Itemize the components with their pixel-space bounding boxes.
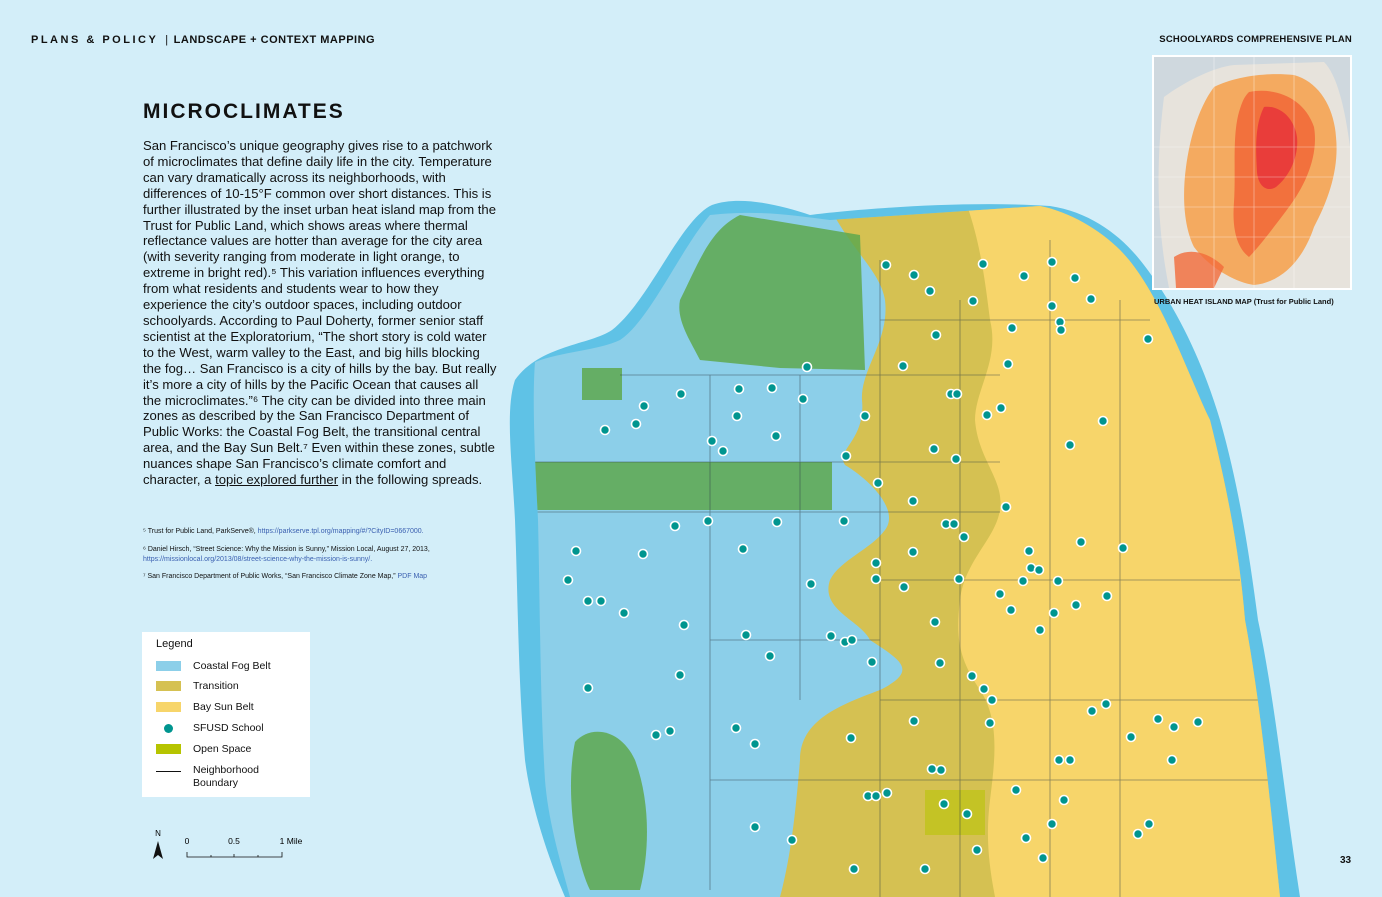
- school-marker[interactable]: [968, 672, 977, 681]
- scale-tick-0: 0: [184, 836, 190, 846]
- school-marker[interactable]: [739, 545, 748, 554]
- school-marker[interactable]: [1170, 723, 1179, 732]
- school-marker[interactable]: [847, 734, 856, 743]
- school-marker[interactable]: [1055, 756, 1064, 765]
- transition-swatch: [156, 681, 181, 691]
- school-marker[interactable]: [680, 621, 689, 630]
- school-marker[interactable]: [1194, 718, 1203, 727]
- footnote-6-link[interactable]: https://missionlocal.org/2013/08/street-science-why-the-mission-is-sunny/.: [143, 555, 373, 563]
- legend-label: Coastal Fog Belt: [193, 660, 271, 672]
- school-marker[interactable]: [719, 447, 728, 456]
- school-marker[interactable]: [1025, 547, 1034, 556]
- school-marker[interactable]: [572, 547, 581, 556]
- school-marker[interactable]: [1119, 544, 1128, 553]
- school-marker[interactable]: [639, 550, 648, 559]
- school-marker[interactable]: [955, 575, 964, 584]
- school-marker[interactable]: [1066, 441, 1075, 450]
- school-marker[interactable]: [861, 412, 870, 421]
- lincoln-park: [582, 368, 622, 400]
- school-marker[interactable]: [1004, 360, 1013, 369]
- school-marker[interactable]: [1066, 756, 1075, 765]
- school-marker[interactable]: [1127, 733, 1136, 742]
- school-marker[interactable]: [799, 395, 808, 404]
- school-marker[interactable]: [803, 363, 812, 372]
- school-marker[interactable]: [1050, 609, 1059, 618]
- school-marker[interactable]: [1012, 786, 1021, 795]
- school-marker[interactable]: [807, 580, 816, 589]
- school-marker[interactable]: [872, 575, 881, 584]
- school-marker[interactable]: [874, 479, 883, 488]
- school-marker[interactable]: [1099, 417, 1108, 426]
- school-marker[interactable]: [882, 261, 891, 270]
- school-marker[interactable]: [773, 518, 782, 527]
- legend-item-neighborhood-boundary: [156, 764, 276, 790]
- school-marker[interactable]: [932, 331, 941, 340]
- school-marker[interactable]: [1144, 335, 1153, 344]
- golden-gate-park: [532, 462, 832, 510]
- school-marker[interactable]: [996, 590, 1005, 599]
- school-marker[interactable]: [1088, 707, 1097, 716]
- school-marker[interactable]: [1077, 538, 1086, 547]
- sun-belt-swatch: [156, 702, 181, 712]
- subsection-label: LANDSCAPE + CONTEXT MAPPING: [173, 34, 376, 46]
- legend-item-sfusd-school: [156, 722, 264, 735]
- school-marker[interactable]: [963, 810, 972, 819]
- header-separator: |: [165, 34, 169, 46]
- legend-item-bay-sun-belt: [156, 701, 254, 714]
- school-marker[interactable]: [979, 260, 988, 269]
- school-marker[interactable]: [1019, 577, 1028, 586]
- school-marker[interactable]: [735, 385, 744, 394]
- school-marker[interactable]: [733, 412, 742, 421]
- heat-island-graphic: [1154, 57, 1350, 288]
- footnote-7-link[interactable]: PDF Map: [397, 573, 428, 580]
- school-marker[interactable]: [926, 287, 935, 296]
- school-marker[interactable]: [930, 445, 939, 454]
- body-text-part1: San Francisco’s unique geography gives rise to a patchwork of microclimates that define daily life in the city. Temperature can vary dramatically across its neighborhoods, with differences of 10-15°F common over short distances. This is further illustrated by the inset urban heat island map from the Trust for Public Land, which shows areas where thermal reflectance values are hotter than average for the city area (with severity ranging from moderate in light orange, to extreme in bright red).⁵ This variation influences everything from what residents and students wear to how they experience the city’s outdoor spaces, including outdoor schoolyards. According to Paul Doherty, former senior staff scientist at the Exploratorium, “The short story is cold water to the West, warm valley to the East, and big hills blocking the fog… San Francisco is a city of hills by the bay. But really it’s more a city of hills by the Pacific Ocean that causes all the microclimates.”⁶ The city can be divided into three main zones as described by the San Francisco Department of Public Works: the Coastal Fog Belt, the transitional central area, and the Bay Sun Belt.⁷ Even within these zones, subtle nuances shape San Francisco’s climate comfort and character, a: [143, 138, 497, 488]
- school-marker[interactable]: [1087, 295, 1096, 304]
- school-marker[interactable]: [980, 685, 989, 694]
- legend-label: Transition: [193, 680, 239, 692]
- legend-title: Legend: [156, 638, 193, 650]
- school-marker[interactable]: [1002, 503, 1011, 512]
- school-marker[interactable]: [997, 404, 1006, 413]
- school-marker[interactable]: [1020, 272, 1029, 281]
- footnote-5-link[interactable]: https://parkserve.tpl.org/mapping/#/?CityID=0667000.: [257, 528, 424, 535]
- school-marker[interactable]: [928, 765, 937, 774]
- school-marker[interactable]: [1039, 854, 1048, 863]
- school-marker[interactable]: [1008, 324, 1017, 333]
- school-marker[interactable]: [708, 437, 717, 446]
- school-marker[interactable]: [1071, 274, 1080, 283]
- school-marker[interactable]: [1072, 601, 1081, 610]
- school-marker[interactable]: [909, 497, 918, 506]
- school-marker[interactable]: [936, 659, 945, 668]
- school-marker[interactable]: [742, 631, 751, 640]
- school-marker[interactable]: [1036, 626, 1045, 635]
- school-marker[interactable]: [848, 636, 857, 645]
- school-marker[interactable]: [952, 455, 961, 464]
- school-marker[interactable]: [1054, 577, 1063, 586]
- school-marker[interactable]: [1035, 566, 1044, 575]
- school-marker[interactable]: [1057, 326, 1066, 335]
- school-marker[interactable]: [872, 559, 881, 568]
- footnote-5-text: ⁵ Trust for Public Land, ParkServe®,: [143, 528, 258, 535]
- school-marker[interactable]: [1134, 830, 1143, 839]
- scale-tick-mile: 1 Mile: [279, 836, 303, 846]
- footnote-6-text: ⁶ Daniel Hirsch, “Street Science: Why the Mission is Sunny,” Mission Local, August 27, 2013,: [143, 546, 430, 553]
- school-marker[interactable]: [768, 384, 777, 393]
- north-label: N: [155, 829, 161, 838]
- school-marker[interactable]: [969, 297, 978, 306]
- school-marker[interactable]: [1154, 715, 1163, 724]
- school-marker[interactable]: [921, 865, 930, 874]
- school-marker[interactable]: [960, 533, 969, 542]
- school-marker[interactable]: [671, 522, 680, 531]
- school-marker[interactable]: [676, 671, 685, 680]
- school-marker[interactable]: [1060, 796, 1069, 805]
- school-marker[interactable]: [988, 696, 997, 705]
- school-marker[interactable]: [909, 548, 918, 557]
- scale-line: [187, 852, 282, 857]
- school-marker[interactable]: [732, 724, 741, 733]
- legend-item-open-space: [156, 743, 251, 756]
- school-marker[interactable]: [640, 402, 649, 411]
- school-marker[interactable]: [751, 823, 760, 832]
- school-marker[interactable]: [1103, 592, 1112, 601]
- inset-caption: URBAN HEAT ISLAND MAP (Trust for Public Land): [1154, 297, 1334, 306]
- school-marker[interactable]: [601, 426, 610, 435]
- fog-belt-swatch: [156, 661, 181, 671]
- legend-label: Neighborhood Boundary: [193, 764, 259, 789]
- north-arrow-icon: [153, 841, 163, 859]
- school-marker[interactable]: [620, 609, 629, 618]
- scale-tick-half: 0.5: [228, 836, 240, 846]
- topic-link[interactable]: topic explored further: [215, 472, 339, 488]
- school-marker[interactable]: [1022, 834, 1031, 843]
- school-marker[interactable]: [872, 792, 881, 801]
- school-marker[interactable]: [931, 618, 940, 627]
- legend-label: Bay Sun Belt: [193, 701, 254, 713]
- page-number: 33: [1340, 855, 1352, 866]
- school-marker[interactable]: [1048, 258, 1057, 267]
- school-marker[interactable]: [751, 740, 760, 749]
- section-label: PLANS & POLICY: [31, 34, 159, 46]
- school-marker[interactable]: [584, 684, 593, 693]
- footnote-7-text: ⁷ San Francisco Department of Public Works, “San Francisco Climate Zone Map,”: [143, 573, 398, 580]
- document-title: SCHOOLYARDS COMPREHENSIVE PLAN: [1159, 34, 1352, 45]
- legend-label: SFUSD School: [193, 722, 264, 734]
- school-marker[interactable]: [584, 597, 593, 606]
- school-marker[interactable]: [704, 517, 713, 526]
- school-marker[interactable]: [868, 658, 877, 667]
- school-marker[interactable]: [827, 632, 836, 641]
- school-marker[interactable]: [564, 576, 573, 585]
- school-dot-icon: [164, 724, 173, 733]
- school-marker[interactable]: [910, 717, 919, 726]
- legend-item-coastal-fog-belt: [156, 660, 271, 673]
- school-marker[interactable]: [666, 727, 675, 736]
- school-marker[interactable]: [632, 420, 641, 429]
- mclaren-park: [925, 790, 985, 835]
- school-marker[interactable]: [1048, 302, 1057, 311]
- school-marker[interactable]: [950, 520, 959, 529]
- school-marker[interactable]: [842, 452, 851, 461]
- body-text-part2: in the following spreads.: [338, 472, 483, 488]
- school-marker[interactable]: [1048, 820, 1057, 829]
- school-marker[interactable]: [973, 846, 982, 855]
- urban-heat-island-inset: [1152, 55, 1352, 290]
- school-marker[interactable]: [899, 362, 908, 371]
- school-marker[interactable]: [597, 597, 606, 606]
- legend-label: Open Space: [193, 743, 252, 755]
- school-marker[interactable]: [1145, 820, 1154, 829]
- school-marker[interactable]: [1007, 606, 1016, 615]
- school-marker[interactable]: [840, 517, 849, 526]
- school-marker[interactable]: [910, 271, 919, 280]
- school-marker[interactable]: [850, 865, 859, 874]
- school-marker[interactable]: [766, 652, 775, 661]
- school-marker[interactable]: [677, 390, 686, 399]
- school-marker[interactable]: [986, 719, 995, 728]
- article-title: MICROCLIMATES: [143, 100, 345, 123]
- school-marker[interactable]: [1102, 700, 1111, 709]
- school-marker[interactable]: [652, 731, 661, 740]
- school-marker[interactable]: [940, 800, 949, 809]
- school-marker[interactable]: [983, 411, 992, 420]
- school-marker[interactable]: [900, 583, 909, 592]
- school-marker[interactable]: [1168, 756, 1177, 765]
- school-marker[interactable]: [953, 390, 962, 399]
- school-marker[interactable]: [883, 789, 892, 798]
- open-space-swatch: [156, 744, 181, 754]
- school-marker[interactable]: [788, 836, 797, 845]
- legend-item-transition: [156, 680, 239, 693]
- scale-bar: [150, 828, 310, 868]
- map-legend: [142, 632, 310, 797]
- school-marker[interactable]: [937, 766, 946, 775]
- school-marker[interactable]: [772, 432, 781, 441]
- boundary-line-icon: [156, 771, 181, 772]
